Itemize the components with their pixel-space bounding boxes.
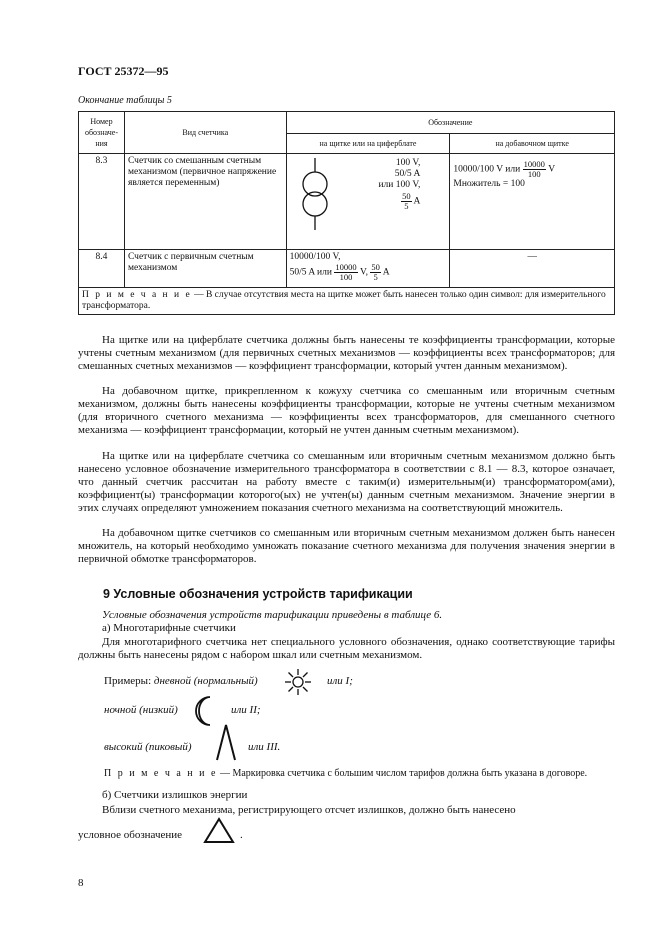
table-row xyxy=(79,154,615,250)
panel-value-line-1: 100 V, xyxy=(395,158,421,168)
col-header-designation: Обозначение xyxy=(286,112,614,134)
row-meter-type: Счетчик с первичным счетным механизмом xyxy=(124,250,286,288)
row-panel-designation xyxy=(286,154,450,250)
paragraph-4: На добавочном щитке счетчиков со смешанным или вторичным счетным механизмом должен быть нанесен множитель, на который необходимо умножать показание счетного механизма для получения значения энергии в первичной обмотке трансформаторов. xyxy=(78,527,615,565)
day-tariff-alt: или I; xyxy=(327,675,353,687)
extra-fraction: $\frac{10000}{100}$ xyxy=(523,159,545,179)
row-meter-type: Счетчик со смешанным счетным механизмом (первичное напряжение является переменным) xyxy=(124,154,286,250)
night-tariff-alt: или II; xyxy=(231,704,261,716)
paragraph-3: На щитке или на циферблате счетчика со смешанным или вторичным счетным механизмом должно быть нанесено условное обозначение измерительного трансформатора в соответствии с 8.1 — 8.3, которое означает, что данный счетчик рассчитан на работу вместе с таким(и) измерительным(и) трансформатором(ами), коэффициент(ы) трансформации которого(ых) не учтен(ы) данным счетным механизмом. Значение энергии в этих случаях определяют умножением показания счетного механизма на соответствующий множитель. xyxy=(78,450,615,514)
tariff-note-text: — Маркировка счетчика с большим числом тарифов должна быть указана в договоре. xyxy=(217,768,588,779)
extra-multiplier: Множитель = 100 xyxy=(453,179,525,189)
subsection-b-text-end xyxy=(78,829,182,841)
triangle-icon xyxy=(202,816,236,844)
subsection-b-label: условное обозначение xyxy=(78,829,183,841)
sun-icon xyxy=(284,668,312,696)
night-tariff-label: ночной (низкий) xyxy=(104,704,178,716)
col-header-on-extra-panel: на добавочном щитке xyxy=(450,134,615,154)
tariff-note xyxy=(104,768,587,779)
panel-value-line-2: 50/5 A xyxy=(394,169,421,179)
day-tariff-label: дневной (нормальный) xyxy=(153,675,258,687)
paragraph-1: На щитке или на циферблате счетчика должны быть нанесены те коэффициенты трансформации, которые учтены счетным механизмом (для первичных счетных механизмов — коэффициенты всех трансформаторов; для смешанных счетных механизмов — коэффициент трансформации, который учтен данным механизмом). xyxy=(78,334,615,372)
col-header-meter-type: Вид счетчика xyxy=(124,112,286,154)
page-number: 8 xyxy=(78,877,84,889)
table-caption: Окончание таблицы 5 xyxy=(78,95,172,106)
examples-label: Примеры: xyxy=(104,675,152,687)
panel-fraction-1: $\frac{10000}{100}$ xyxy=(335,262,357,282)
peak-icon xyxy=(214,722,238,762)
table-5 xyxy=(78,111,615,315)
col-header-on-panel: на щитке или на циферблате xyxy=(286,134,450,154)
subsection-b-text: Вблизи счетного механизма, регистрирующего отсчет излишков, должно быть нанесено xyxy=(102,804,516,816)
paragraph-2: На добавочном щитке, прикрепленном к кожуху счетчика со смешанным или вторичным счетным механизмом, должны быть нанесены коэффициенты трансформации, которые не учтены счетным механизмом (для вторичного счетного механизма — коэффициенты всех трансформаторов, для смешанного счетного механизма — коэффициент трансформации, который не учтен данным счетным механизмом). xyxy=(78,385,615,436)
panel-fraction: $\frac{50}{5}$ xyxy=(402,191,411,211)
row-panel-designation xyxy=(286,250,450,288)
row-extra-designation xyxy=(450,154,615,250)
high-tariff-label: высокий (пиковый) xyxy=(104,741,192,753)
subsection-a-text: Для многотарифного счетчика нет специального условного обозначения, однако соответствующие тарифы должны быть нанесены рядом с набором шкал или счетным механизмом. xyxy=(78,636,615,661)
high-tariff-alt: или III. xyxy=(248,741,281,753)
subsection-b-heading: б) Счетчики излишков энергии xyxy=(102,789,248,801)
panel-value-prefix: 50/5 A или xyxy=(289,267,332,278)
table-row xyxy=(79,250,615,288)
subsection-b-period: . xyxy=(240,829,243,841)
panel-fraction-unit: A xyxy=(413,196,421,207)
example-day xyxy=(104,675,258,687)
section-9-title: 9 Условные обозначения устройств тарификации xyxy=(103,587,413,601)
row-extra-designation: — xyxy=(450,250,615,288)
col-header-number: Номер обозначения xyxy=(79,112,125,154)
tariff-note-label: П р и м е ч а н и е xyxy=(104,768,218,779)
panel-value-unit: A xyxy=(382,267,390,278)
panel-value-mid: V, xyxy=(359,267,368,278)
panel-value-line-1: 10000/100 V, xyxy=(289,252,341,262)
panel-value-line-3: или 100 V, xyxy=(378,180,421,190)
extra-prefix: 10000/100 V или xyxy=(453,164,521,175)
table-note-label: П р и м е ч а н и е xyxy=(82,290,192,300)
table-note-text: — В случае отсутствия места на щитке может быть нанесен только один символ: для измерительного трансформатора. xyxy=(82,290,606,311)
transformer-symbol-icon xyxy=(290,156,340,232)
subsection-a-heading: а) Многотарифные счетчики xyxy=(102,622,236,634)
row-number: 8.4 xyxy=(79,250,125,288)
document-header: ГОСТ 25372—95 xyxy=(78,64,169,78)
section-intro: Условные обозначения устройств тарификации приведены в таблице 6. xyxy=(102,609,443,621)
extra-unit: V xyxy=(548,164,556,175)
table-note xyxy=(79,288,615,315)
row-number: 8.3 xyxy=(79,154,125,250)
panel-fraction-2: $\frac{50}{5}$ xyxy=(371,262,380,282)
